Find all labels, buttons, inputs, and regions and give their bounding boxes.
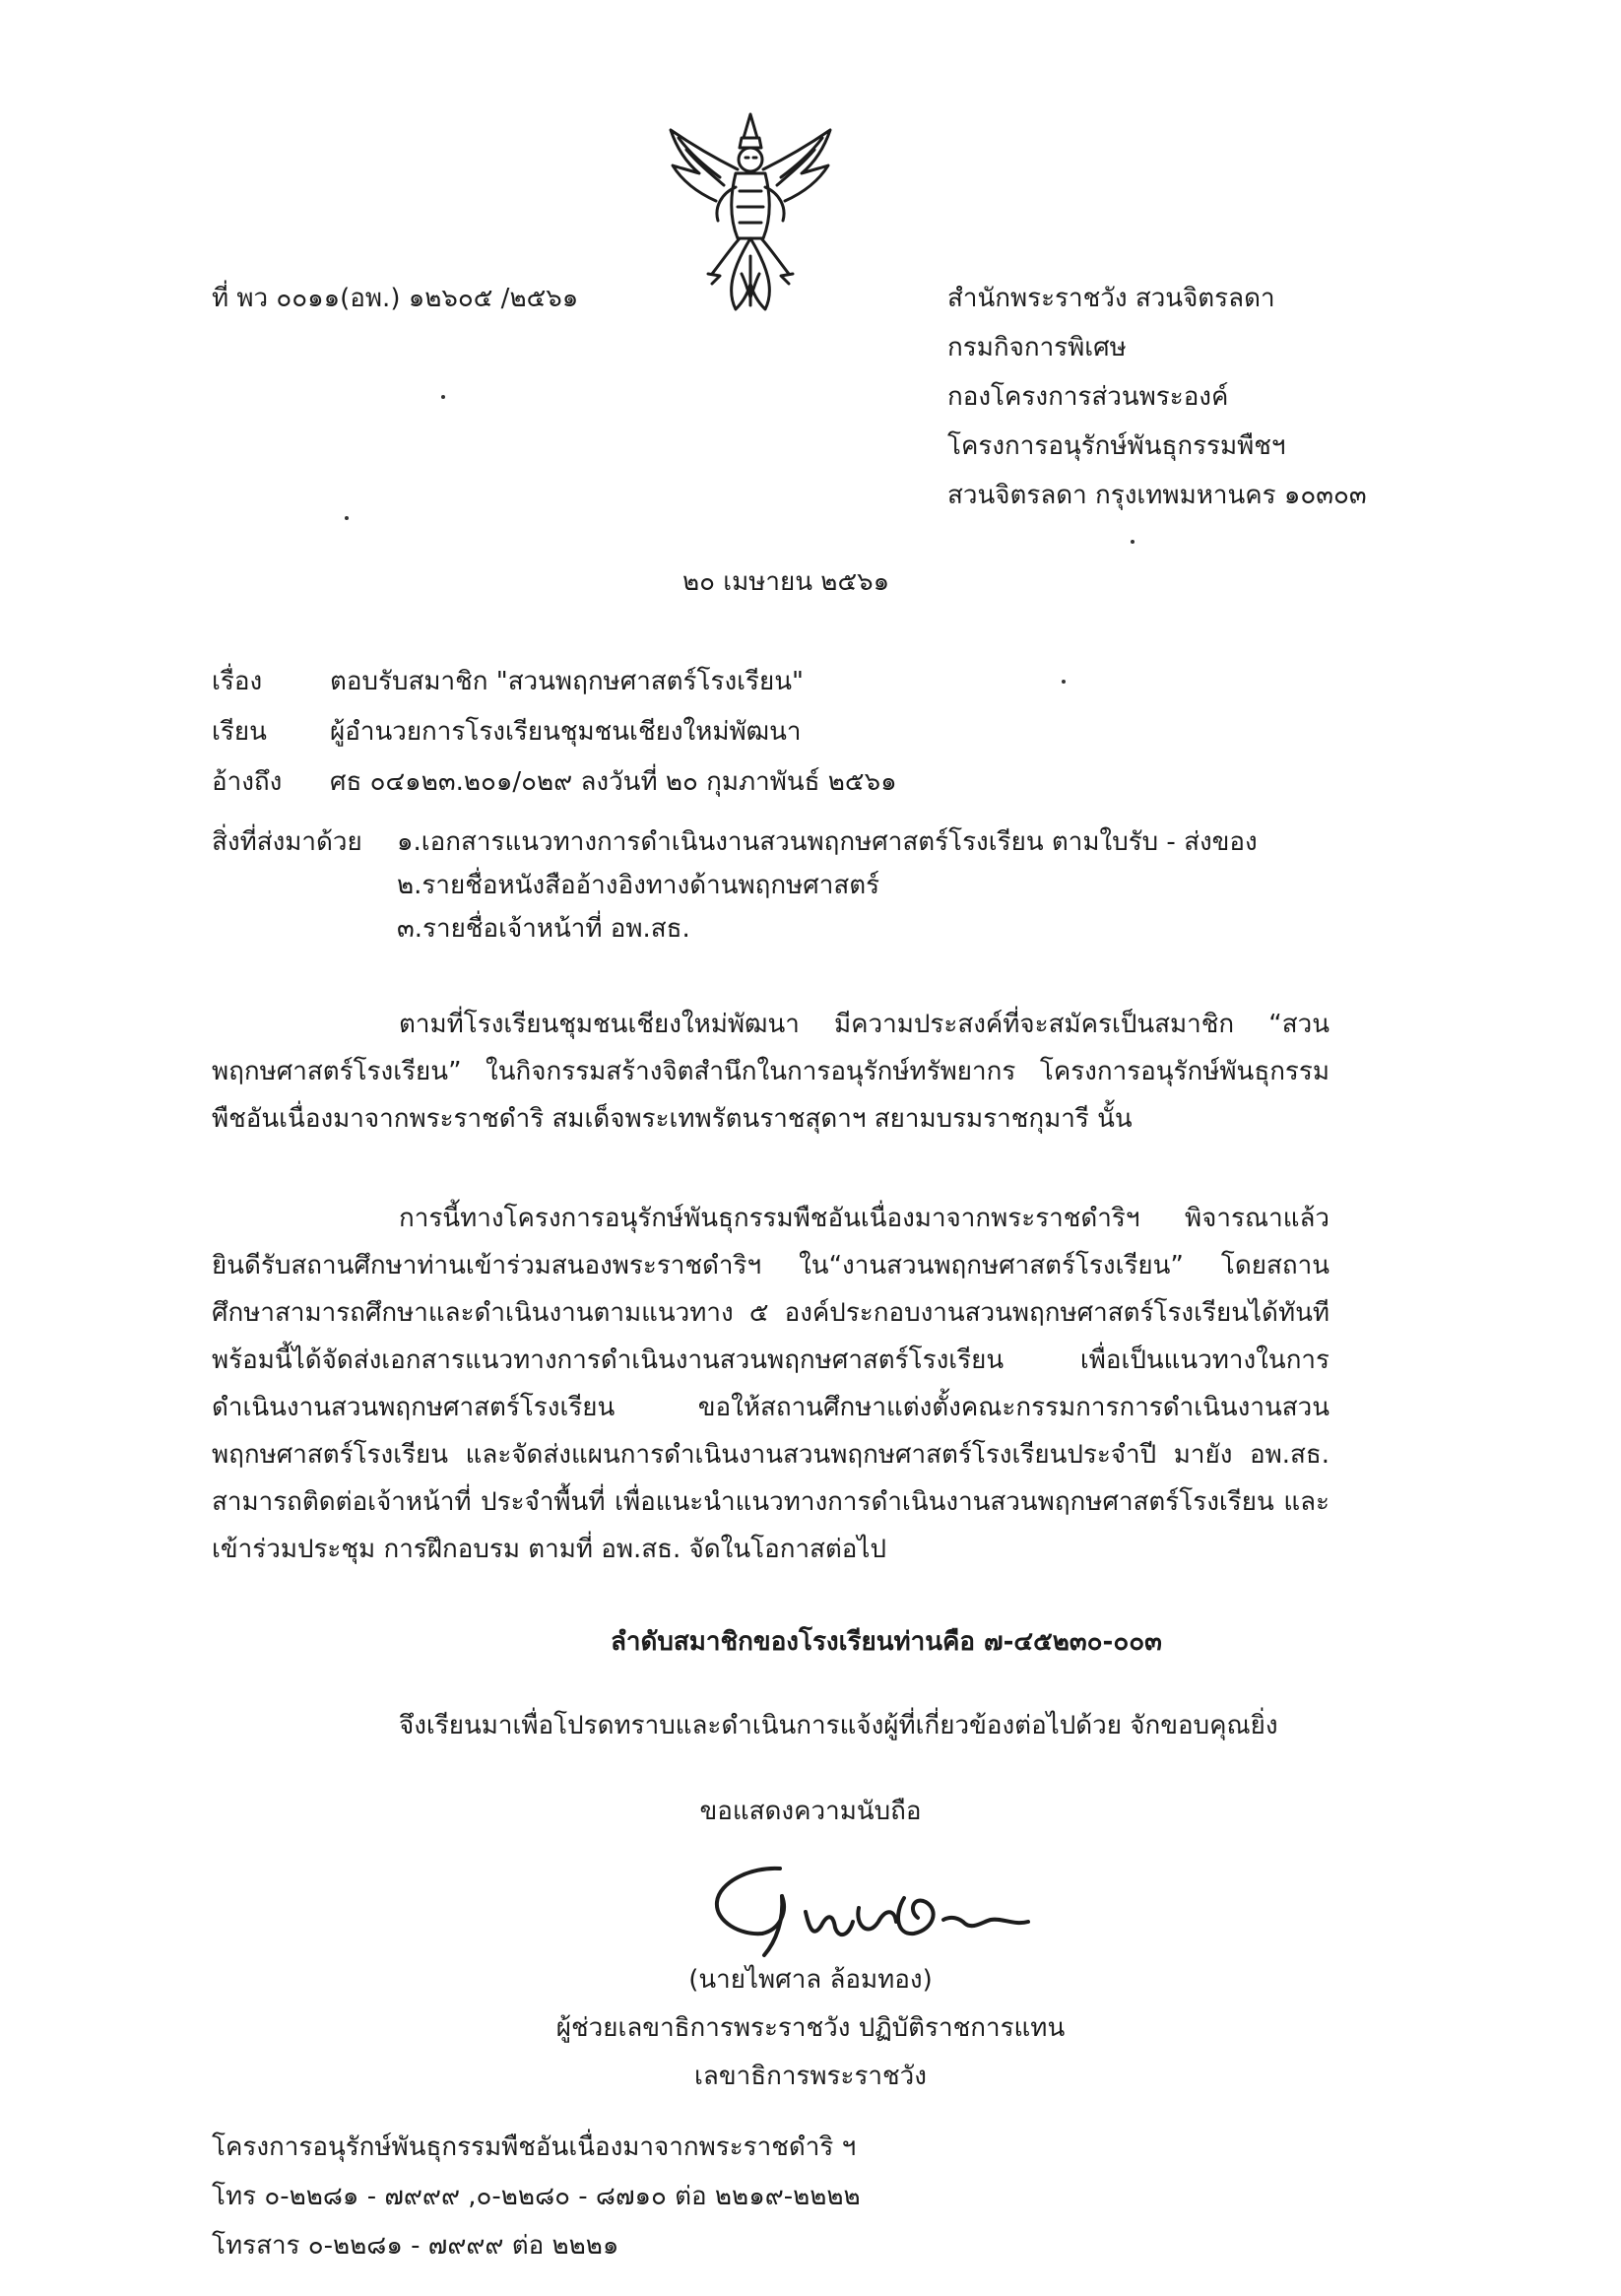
signatory-position-2: เลขาธิการพระราชวัง — [694, 2062, 927, 2091]
closing-sentence: จึงเรียนมาเพื่อโปรดทราบและดำเนินการแจ้งผู้ที่เกี่ยวข้องต่อไปด้วย จักขอบคุณยิ่ง — [399, 1711, 1278, 1740]
scan-speck — [1062, 680, 1066, 684]
address-line: กรมกิจการพิเศษ — [947, 333, 1127, 362]
subject-label: เรื่อง — [212, 667, 263, 696]
body-paragraph-1: ตามที่โรงเรียนชุมชนเชียงใหม่พัฒนา มีความประสงค์ที่จะสมัครเป็นสมาชิก “สวนพฤกษศาสตร์โรงเรียน” ในกิจกรรมสร้างจิตสำนึกในการอนุรักษ์ทรัพยากร โครงการอนุรักษ์พันธุกรรมพืชอันเนื่องมาจากพระราชดำริ สมเด็จพระเทพรัตนราชสุดาฯ สยามบรมราชกุมารี นั้น — [212, 1010, 1329, 1134]
address-line: กองโครงการส่วนพระองค์ — [947, 382, 1229, 412]
address-line: สวนจิตรลดา กรุงเทพมหานคร ๑๐๓๐๓ — [947, 481, 1367, 510]
contact-footer — [212, 2123, 861, 2270]
address-line: โครงการอนุรักษ์พันธุกรรมพืชฯ — [947, 431, 1286, 461]
scan-speck — [345, 516, 349, 520]
footer-telephone: โทร ๐-๒๒๘๑ - ๗๙๙๙ ,๐-๒๒๘๐ - ๘๗๑๐ ต่อ ๒๒๑๙-๒๒๒๒ — [212, 2182, 861, 2211]
enclosure-label: สิ่งที่ส่งมาด้วย — [212, 827, 362, 857]
document-number: ที่ พว ๐๐๑๑(อพ.) ๑๒๖๐๕ /๒๕๖๑ — [212, 284, 579, 313]
reference-label: อ้างถึง — [212, 767, 283, 797]
enclosure-item: ๑.เอกสารแนวทางการดำเนินงานสวนพฤกษศาสตร์โรงเรียน ตามใบรับ - ส่งของ — [397, 827, 1258, 857]
reference-row — [212, 765, 897, 799]
recipient-label: เรียน — [212, 717, 267, 747]
enclosure-item: ๒.รายชื่อหนังสืออ้างอิงทางด้านพฤกษศาสตร์ — [397, 871, 880, 900]
scan-speck — [441, 395, 445, 399]
footer-fax: โทรสาร ๐-๒๒๘๑ - ๗๙๙๙ ต่อ ๒๒๒๑ — [212, 2231, 619, 2261]
footer-organization: โครงการอนุรักษ์พันธุกรรมพืชอันเนื่องมาจากพระราชดำริ ฯ — [212, 2132, 857, 2162]
address-line: สำนักพระราชวัง สวนจิตรลดา — [947, 284, 1275, 313]
handwritten-signature — [711, 1857, 1036, 1965]
body-paragraph-2: การนี้ทางโครงการอนุรักษ์พันธุกรรมพืชอันเนื่องมาจากพระราชดำริฯ พิจารณาแล้ว ยินดีรับสถานศึกษาท่านเข้าร่วมสนองพระราชดำริฯ ใน“งานสวนพฤกษศาสตร์โรงเรียน” โดยสถานศึกษาสามารถศึกษาและดำเนินงานตามแนวทาง ๕ องค์ประกอบงานสวนพฤกษศาสตร์โรงเรียนได้ทันที พร้อมนี้ได้จัดส่งเอกสารแนวทางการดำเนินงานสวนพฤกษศาสตร์โรงเรียน เพื่อเป็นแนวทางในการดำเนินงานสวนพฤกษศาสตร์โรงเรียน ขอให้สถานศึกษาแต่งตั้งคณะกรรมการการดำเนินงานสวนพฤกษศาสตร์โรงเรียน และจัดส่งแผนการดำเนินงานสวนพฤกษศาสตร์โรงเรียนประจำปี มายัง อพ.สธ. สามารถติดต่อเจ้าหน้าที่ ประจำพื้นที่ เพื่อแนะนำแนวทางการดำเนินงานสวนพฤกษศาสตร์โรงเรียน และเข้าร่วมประชุม การฝึกอบรม ตามที่ อพ.สธ. จัดในโอกาสต่อไป — [212, 1204, 1329, 1564]
letter-date: ๒๐ เมษายน ๒๕๖๑ — [682, 567, 890, 597]
regards-text: ขอแสดงความนับถือ — [699, 1797, 922, 1826]
scan-speck — [1131, 540, 1135, 544]
subject-text: ตอบรับสมาชิก "สวนพฤกษศาสตร์โรงเรียน" — [330, 667, 804, 696]
garuda-emblem-icon — [665, 108, 837, 320]
reference-text: ศธ ๐๔๑๒๓.๒๐๑/๐๒๙ ลงวันที่ ๒๐ กุมภาพันธ์ ๒๕๖๑ — [330, 767, 897, 797]
sender-address — [947, 274, 1367, 520]
enclosure-item: ๓.รายชื่อเจ้าหน้าที่ อพ.สธ. — [397, 914, 690, 944]
member-number-line: ลำดับสมาชิกของโรงเรียนท่านคือ ๗-๔๕๒๓๐-๐๐๓ — [611, 1627, 1162, 1657]
signatory-name: (นายไพศาล ล้อมทอง) — [688, 1965, 933, 1995]
recipient-row — [212, 715, 802, 749]
enclosure-list — [397, 820, 1258, 951]
signatory-position: ผู้ช่วยเลขาธิการพระราชวัง ปฏิบัติราชการแทน — [555, 2013, 1066, 2043]
subject-row — [212, 665, 804, 698]
recipient-text: ผู้อำนวยการโรงเรียนชุมชนเชียงใหม่พัฒนา — [330, 717, 802, 747]
